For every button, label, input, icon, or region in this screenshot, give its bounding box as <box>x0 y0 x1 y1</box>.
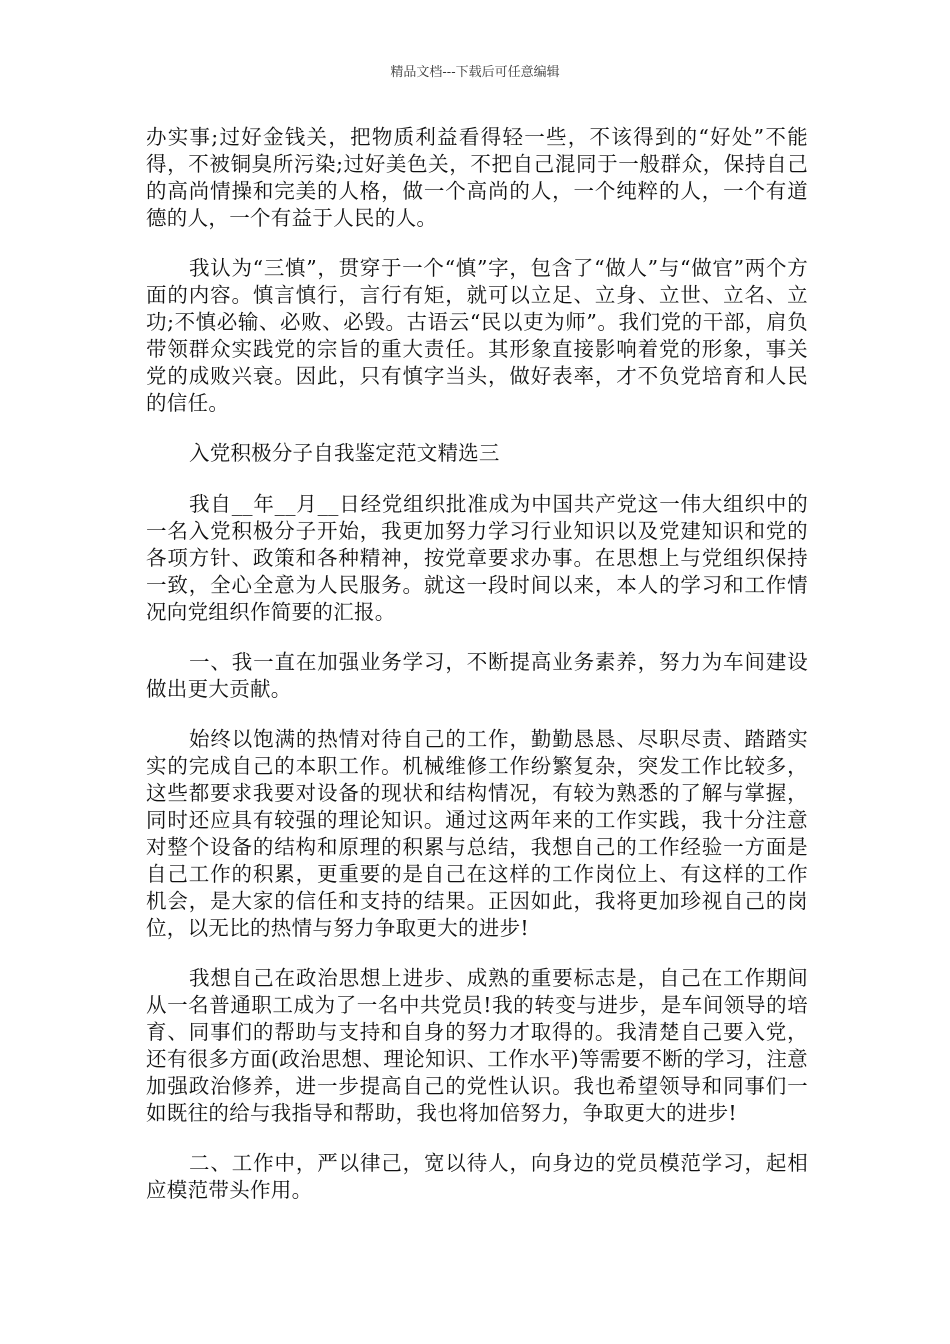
document-body <box>146 124 808 1227</box>
paragraph-intro: 我自__年__月__日经党组织批准成为中国共产党这一伟大组织中的一名入党积极分子开始，我更加努力学习行业知识以及党建知识和党的各项方针、政策和各种精神，按党章要求办事。在思想上与党组织保持一致，全心全意为人民服务。就这一段时间以来，本人的学习和工作情况向党组织作简要的汇报。 <box>146 492 808 624</box>
paragraph-work-attitude: 始终以饱满的热情对待自己的工作，勤勤恳恳、尽职尽责、踏踏实实的完成自己的本职工作。机械维修工作纷繁复杂，突发工作比较多，这些都要求我要对设备的现状和结构情况，有较为熟悉的了解与掌握，同时还应具有较强的理论知识。通过这两年来的工作实践，我十分注意对整个设备的结构和原理的积累与总结，我想自己的工作经验一方面是自己工作的积累，更重要的是自己在这样的工作岗位上、有这样的工作机会，是大家的信任和支持的结果。正因如此，我将更加珍视自己的岗位，以无比的热情与努力争取更大的进步! <box>146 727 808 940</box>
page-header: 精品文档---下载后可任意编辑 <box>390 65 560 80</box>
paragraph-point-two: 二、工作中，严以律己，宽以待人，向身边的党员模范学习，起相应模范带头作用。 <box>146 1151 808 1202</box>
paragraph-political-progress: 我想自己在政治思想上进步、成熟的重要标志是，自己在工作期间从一名普通职工成为了一名中共党员!我的转变与进步，是车间领导的培育、同事们的帮助与支持和自身的努力才取得的。我清楚自己要入党，还有很多方面(政治思想、理论知识、工作水平)等需要不断的学习，注意加强政治修养，进一步提高自己的党性认识。我也希望领导和同事们一如既往的给与我指导和帮助，我也将加倍努力，争取更大的进步! <box>146 966 808 1125</box>
paragraph-point-one: 一、我一直在加强业务学习，不断提高业务素养，努力为车间建设做出更大贡献。 <box>146 650 808 701</box>
paragraph-san-shen: 我认为“三慎”，贯穿于一个“慎”字，包含了“做人”与“做官”两个方面的内容。慎言慎行，言行有矩，就可以立足、立身、立世、立名、立功;不慎必输、必败、必毁。古语云“民以吏为师”。我们党的干部，肩负带领群众实践党的宗旨的重大责任。其形象直接影响着党的形象，事关党的成败兴衰。因此，只有慎字当头，做好表率，才不负党培育和人民的信任。 <box>146 256 808 415</box>
paragraph-continuation: 办实事;过好金钱关，把物质利益看得轻一些，不该得到的“好处”不能得，不被铜臭所污染;过好美色关，不把自己混同于一般群众，保持自己的高尚情操和完美的人格，做一个高尚的人，一个纯粹的人，一个有道德的人，一个有益于人民的人。 <box>146 125 808 230</box>
section-title: 入党积极分子自我鉴定范文精选三 <box>189 441 500 465</box>
